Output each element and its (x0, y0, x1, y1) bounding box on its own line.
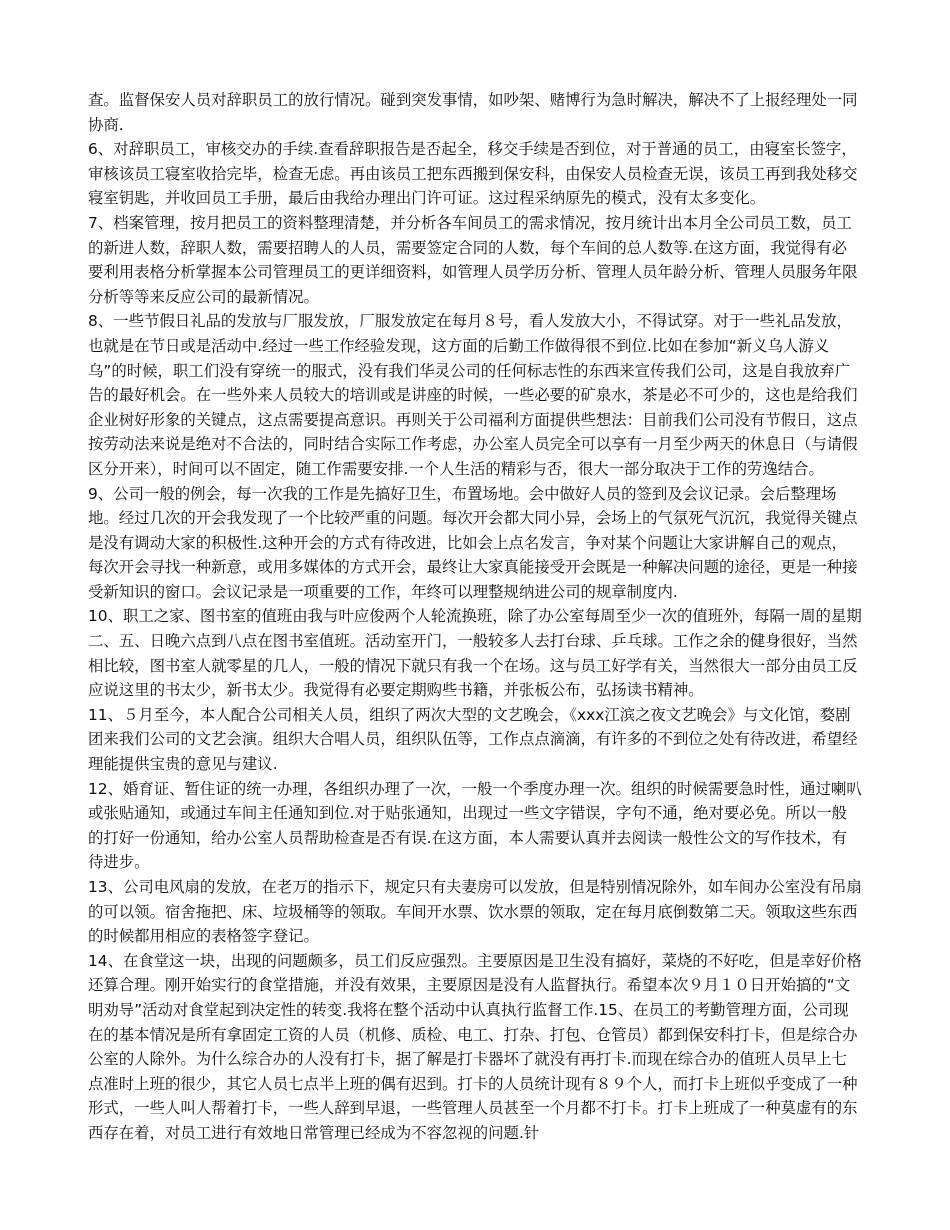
paragraph-item-13: 13、公司电风扇的发放，在老万的指示下，规定只有夫妻房可以发放，但是特别情况除外，如车间办公室没有吊扇的可以领。宿舍拖把、床、垃圾桶等的领取。车间开水票、饮水票的领取，定在每月底倒数第二天。领取这些东西的时候都用相应的表格签字登记。 (88, 878, 862, 946)
paragraph-item-7: 7、档案管理，按月把员工的资料整理清楚，并分析各车间员工的需求情况，按月统计出本月全公司员工数，员工的新进人数，辞职人数，需要招聘人的人员，需要签定合同的人数，每个车间的总人数等.在这方面，我觉得有必要利用表格分析掌握本公司管理员工的更详细资料，如管理人员学历分析、管理人员年龄分析、管理人员服务年限分析等等来反应公司的最新情况。 (88, 213, 858, 306)
paragraph-item-11: 11、５月至今，本人配合公司相关人员，组织了两次大型的文艺晚会，《xxx江滨之夜文艺晚会》与文化馆，婺剧团来我们公司的文艺会演。组织大合唱人员，组织队伍等，工作点点滴滴，有许多的不到位之处有待改进，希望经理能提供宝贵的意见与建议. (88, 705, 858, 774)
paragraph-item-6: 6、对辞职员工，审核交办的手续.查看辞职报告是否起全，移交手续是否到位，对于普通的员工，由寝室长签字，审核该员工寝室收拾完毕，检查无虑。再由该员工把东西搬到保安科，由保安人员检查无误，该员工再到我处移交寝室钥匙，并收回员工手册，最后由我给办理出门许可证。这过程采纳原先的模式，没有太多变化。 (88, 140, 858, 208)
paragraph-continued: 查。监督保安人员对辞职员工的放行情况。碰到突发事情，如吵架、赌博行为急时解决，解决不了上报经理处一同协商. (88, 91, 858, 134)
paragraph-item-12: 12、婚育证、暂住证的统一办理，各组织办理了一次，一般一个季度办理一次。组织的时候需要急时性，通过喇叭或张贴通知，或通过车间主任通知到位.对于贴张通知，出现过一些文字错误，字句不通，绝对要必免。所以一般的打好一份通知，给办公室人员帮助检查是否有误.在这方面，本人需要认真并去阅读一般性公文的写作技术，有待进步。 (88, 779, 862, 872)
paragraph-item-14: 14、在食堂这一块，出现的问题颇多，员工们反应强烈。主要原因是卫生没有搞好，菜烧的不好吃，但是幸好价格还算合理。刚开始实行的食堂措施，并没有效果，主要原因是没有人监督执行。希望本次９月１０日开始搞的“文明劝导”活动对食堂起到决定性的转变.我将在整个活动中认真执行监督工作.15、在员工的考勤管理方面，公司现在的基本情况是所有拿固定工资的人员（机修、质检、电工、打杂、打包、仓管员）都到保安科打卡，但是综合办公室的人除外。为什么综合办的人没有打卡，据了解是打卡器坏了就没有再打卡.而现在综合办的值班人员早上七点准时上班的很少，其它人员七点半上班的偶有迟到。打卡的人员统计现有８９个人，而打卡上班似乎变成了一种形式，一些人叫人帮着打卡，一些人辞到早退，一些管理人员甚至一个月都不打卡。打卡上班成了一种莫虚有的东西存在着，对员工进行有效地日常管理已经成为不容忽视的问题.针 (88, 951, 862, 1142)
document-page (88, 88, 862, 1146)
paragraph-item-8: 8、一些节假日礼品的发放与厂服发放，厂服发放定在每月８号，看人发放大小，不得试穿。对于一些礼品发放，也就是在节日或是活动中.经过一些工作经验发现，这方面的后勤工作做得很不到位.比如在参加“新义乌人游义乌”的时候，职工们没有穿统一的服式，没有我们华灵公司的任何标志性的东西来宣传我们公司，这是自我放弃广告的最好机会。在一些外来人员较大的培训或是讲座的时候，一些必要的矿泉水，茶是必不可少的，这也是给我们企业树好形象的关键点，这点需要提高意识。再则关于公司福利方面提供些想法：目前我们公司没有节假日，这点按劳动法来说是绝对不合法的，同时结合实际工作考虑，办公室人员完全可以享有一月至少两天的休息日（与请假区分开来），时间可以不固定，随工作需要安排.一个人生活的精彩与否，很大一部分取决于工作的劳逸结合。 (88, 312, 858, 478)
paragraph-item-10: 10、职工之家、图书室的值班由我与叶应俊两个人轮流换班，除了办公室每周至少一次的值班外，每隔一周的星期二、五、日晚六点到八点在图书室值班。活动室开门，一般较多人去打台球、乒乓球。工作之余的健身很好，当然相比较，图书室人就零星的几人，一般的情况下就只有我一个在场。这与员工好学有关，当然很大一部分由员工反应说这里的书太少，新书太少。我觉得有必要定期购些书籍，并张板公布，弘扬读书精神。 (88, 607, 862, 700)
paragraph-item-9: 9、公司一般的例会，每一次我的工作是先搞好卫生，布置场地。会中做好人员的签到及会议记录。会后整理场地。经过几次的开会我发现了一个比较严重的问题。每次开会都大同小异，会场上的气氛死气沉沉，我觉得关键点是没有调动大家的积极性.这种开会的方式有待改进，比如会上点名发言，争对某个问题让大家讲解自己的观点，每次开会寻找一种新意，或用多媒体的方式开会，最终让大家真能接受开会既是一种解决问题的途径，更是一种接受新知识的窗口。会议记录是一项重要的工作，年终可以理整规纳进公司的规章制度内. (88, 484, 858, 601)
